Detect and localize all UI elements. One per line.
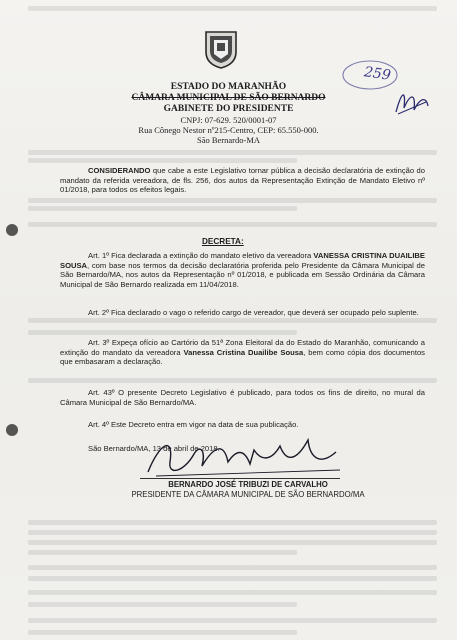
bleed-through-line xyxy=(28,618,437,623)
header-chamber: CÂMARA MUNICIPAL DE SÃO BERNARDO xyxy=(131,93,326,103)
signature-icon xyxy=(140,432,360,484)
bleed-through-line xyxy=(28,206,297,211)
considerando-paragraph xyxy=(60,166,425,195)
bleed-through-line xyxy=(28,520,437,525)
signer-name: BERNARDO JOSÉ TRIBUZI DE CARVALHO xyxy=(168,480,328,489)
bleed-through-line xyxy=(28,550,297,555)
closing-date: São Bernardo/MA, 13 de abril de 2018. xyxy=(88,444,220,453)
bleed-through-line xyxy=(28,198,437,203)
bleed-through-line xyxy=(28,318,437,323)
header-office: GABINETE DO PRESIDENTE xyxy=(163,104,294,114)
initials-signature-icon xyxy=(392,84,432,120)
bleed-through-line xyxy=(28,222,437,227)
bleed-through-line xyxy=(28,576,437,581)
punch-hole xyxy=(6,224,18,236)
article-1-text: Art. 1º Fica declarada a extinção do mandato eletivo da vereadora xyxy=(88,251,314,260)
article-2: Art. 2º Fica declarado o vago o referido cargo de vereador, que deverá ser ocupado pelo suplente. xyxy=(88,308,419,317)
considerando-label: CONSIDERANDO xyxy=(88,166,151,175)
considerando-text: que cabe a este Legislativo tornar pública a decisão declaratória de extinção do mandato da referida vereadora, de fls. 256, dos autos da Representação Extinção de Mandato Eletivo nº 01/2018, para todos os efeitos legais. xyxy=(60,166,425,195)
header-state: ESTADO DO MARANHÃO xyxy=(170,82,287,92)
punch-hole xyxy=(6,424,18,436)
bleed-through-line xyxy=(28,330,297,335)
decreta-title: DECRETA: xyxy=(202,237,244,246)
page-number-stamp: 259 xyxy=(363,64,392,84)
article-4: Art. 43º O presente Decreto Legislativo é publicado, para todos os fins de direito, no mural da Câmara Municipal de São Bernardo/MA. xyxy=(60,388,425,407)
article-5: Art. 4º Este Decreto entra em vigor na data de sua publicação. xyxy=(88,420,299,429)
bleed-through-line xyxy=(28,590,437,595)
bleed-through-line xyxy=(28,630,297,635)
bleed-through-line xyxy=(28,6,437,11)
header-city: São Bernardo-MA xyxy=(196,135,261,145)
coat-of-arms-icon xyxy=(202,28,240,70)
bleed-through-line xyxy=(28,540,437,545)
article-1-text-cont: , com base nos termos da decisão declaratória proferida pelo Presidente da Câmara Municipal de São Bernardo/MA, nos autos da Representação nº 01/2018, e publicada em Sessão Ordinária da Câmara Municipal de São Bernardo realizada em 11/04/2018. xyxy=(60,260,425,289)
bleed-through-line xyxy=(28,378,437,383)
bleed-through-line xyxy=(28,565,437,570)
header-cnpj: CNPJ: 07-629. 520/0001-07 xyxy=(180,115,277,125)
article-3-name: Vanessa Cristina Duailibe Sousa xyxy=(183,347,304,357)
signer-role: PRESIDENTE DA CÂMARA MUNICIPAL DE SÃO BERNARDO/MA xyxy=(131,490,365,499)
bleed-through-line xyxy=(28,158,297,163)
bleed-through-line xyxy=(28,602,297,607)
article-3-text: Art. 3º Expeça ofício ao Cartório da 51ª Zona Eleitoral da do Estado do Maranhão, comunicando a extinção do mandato da vereadora xyxy=(60,338,425,357)
signature-line xyxy=(140,478,340,479)
stamp-circle-icon xyxy=(340,58,400,92)
article-1 xyxy=(60,251,425,289)
article-1-name: VANESSA CRISTINA DUAILIBE SOUSA xyxy=(60,251,425,270)
header-address: Rua Cônego Nestor nº215-Centro, CEP: 65.550-000. xyxy=(138,125,319,135)
article-3 xyxy=(60,338,425,367)
bleed-through-line xyxy=(28,530,437,535)
article-3-text-cont: , bem como cópia dos documentos que embasaram a declaração. xyxy=(60,347,425,367)
bleed-through-line xyxy=(28,150,437,155)
